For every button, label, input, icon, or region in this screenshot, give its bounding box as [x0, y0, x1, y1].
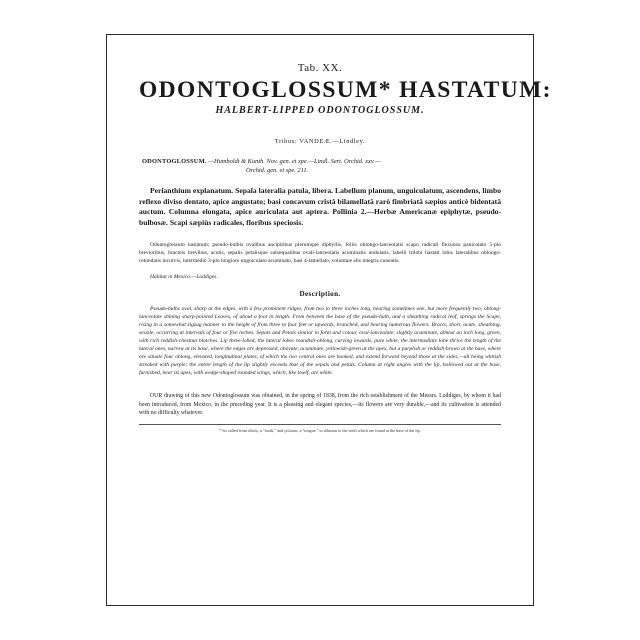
plate-number: Tab. XX. — [297, 62, 343, 74]
description-body — [139, 305, 501, 377]
habitat-line: Habitat in Mexico.—Loddiges. — [150, 274, 218, 281]
footnote-divider — [139, 424, 501, 425]
plate-page — [106, 34, 552, 606]
common-name-subtitle: HALBERT-LIPPED ODONTOGLOSSUM. — [215, 105, 425, 116]
genus-reference — [142, 158, 501, 175]
description-heading: Description. — [299, 290, 341, 299]
species-title: ODONTOGLOSSUM* HASTATUM: — [139, 77, 552, 103]
note-paragraph: OUR drawing of this new Odontoglossum was obtained, in the spring of 1838, from the rich establishment of the Messrs. Loddiges, by whom it had been introduced, from Mexico, in the preceding year. It is a pleasing and elegant species,—its flowers are very durable,—and its cultivation is attended with no difficulty whatever. — [139, 393, 501, 416]
genus-name: ODONTOGLOSSUM. — [142, 158, 207, 165]
latin-paragraph: Perianthium explanatum. Sepala lateralia patula, libera. Labellum planum, unguiculatum, ascendens, limbo reflexo diviso dentato, apice angustato; basi concavum cristâ bilamellatâ rarò fimbriatâ sæpius anticè bidentatâ auctum. Columna elongata, apice auriculata aut aptera. Pollinia 2.—Herbæ Americanæ epiphytæ, pseudo-bulbosæ. Scapi sæpiùs radicales, floribus speciosis. — [139, 186, 501, 227]
specific-diagnosis — [139, 241, 501, 266]
reference-line-1: —Humboldt & Kunth. Nov. gen. et spe.—Lindl. Sert. Orchid. xxv.— — [208, 158, 381, 165]
diagnosis-paragraph: Odontoglossum hastatum; pseudo-bulbis ovalibus ancipitibus plerumquè diphyllis, foliis oblongo-lanceolatis scapo radicali flexuoso paniculato 5-plo brevioribus, bracteis brevibus, acutis, sepalis petalisque subæqualibus ovali-lanceolatis acuminatis undulatis, labelli trilobi hastati lobis lateralibus oblongo-rotundatis incurvis, intermedio 3-plo longiore unguiculato acuminato, basi 4-lamellato, columnæ alis integris cuneatis. — [139, 241, 501, 264]
reference-line-2: Orchid. gen. et spe. 211. — [246, 166, 309, 174]
tribe-line: Tribus: VANDEÆ.—Lindley. — [274, 138, 366, 145]
description-paragraph: Pseudo-bulbs oval, sharp at the edges, with a few prominent ridges, from two to three inches long, bearing sometimes one, but more frequently two, oblong-lanceolate shining sharp-pointed Leaves, of about a foot in length. From between the base of the pseudo-bulb, and a sheathing radical leaf, springs the Scape, rising in a somewhat zigzag manner to the height of from three to four feet or upwards, branched, and bearing numerous flowers. Bracts, short, acute, sheathing, sessile, occurring at intervals of four or five inches. Sepals and Petals similar in form and colour, oval-lanceolate, slightly acuminate, almost an inch long, green, with rich reddish-chestnut blotches. Lip three-lobed, the lateral lobes roundish-oblong, curving inwards, pure white, the intermediate lobe thrice the length of the lateral ones, narrow at its base, where the edges are depressed, obovate, acuminate, yellowish-green at the apex, but a purplish or reddish-brown at the base, where are situate four oblong, elevated, longitudinal plates, of which the two central ones are hooked, and extend forward beyond those at the sides,—all being whitish streaked with purple; the entire length of the lip slightly exceeds that of the sepals and petals. Column at right angles with the lip, hollowed out at the base, furnished, near its apex, with wedge-shaped rounded wings, which, like itself, are white. — [139, 306, 501, 377]
acquisition-note — [139, 392, 501, 417]
latin-generic-description — [139, 186, 501, 228]
etymology-footnote: * So called from ὀδούς, a "tooth," and γλῶσσα, a "tongue," in allusion to the teeth which are found at the base of the lip. — [219, 428, 421, 434]
